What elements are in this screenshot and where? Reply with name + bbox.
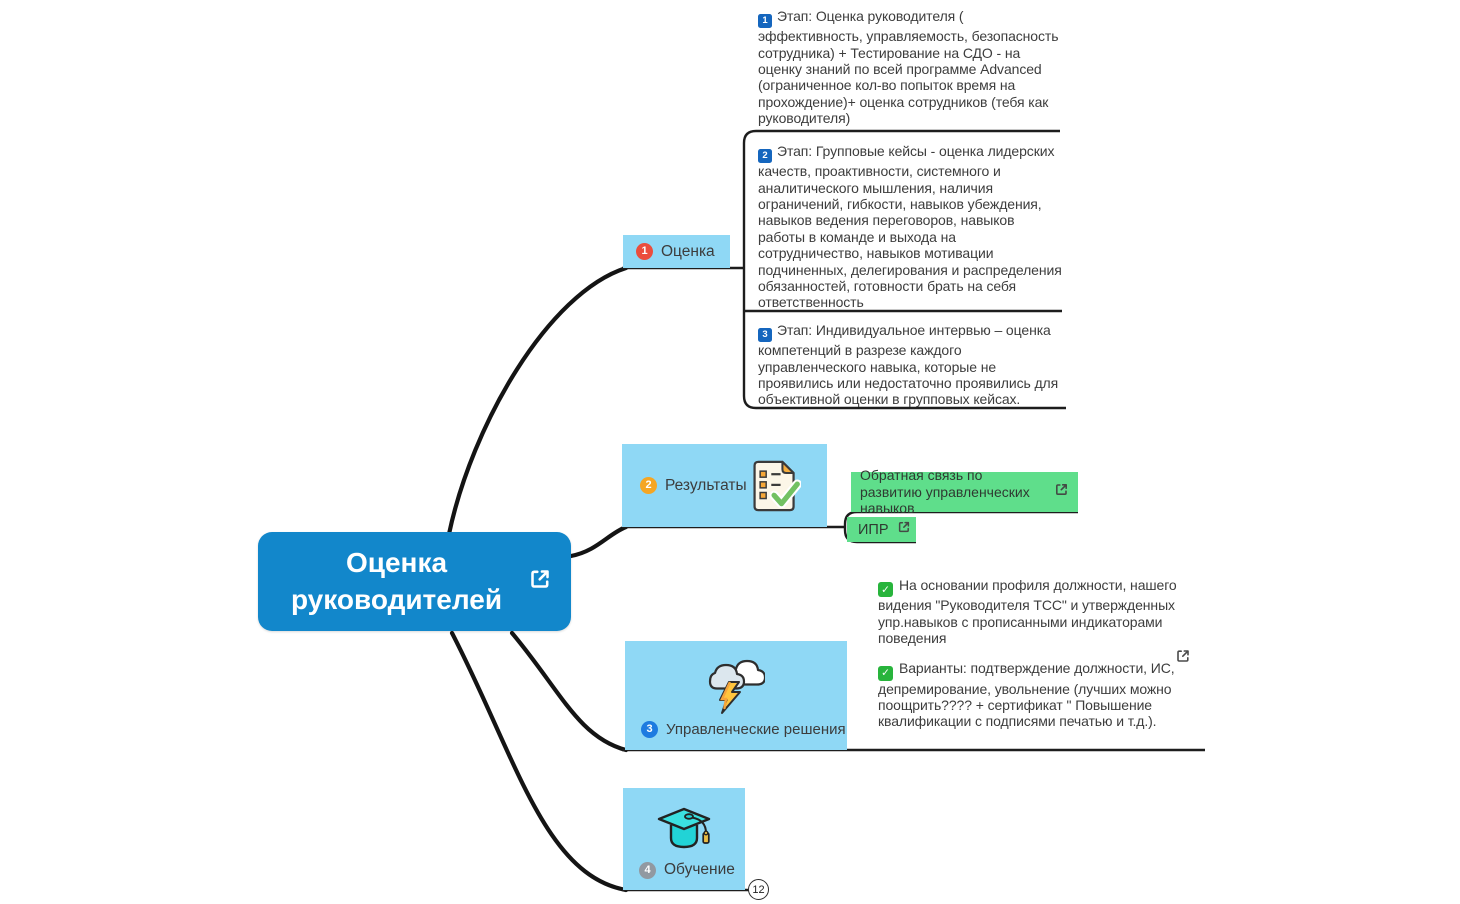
- note-resheniya-paragraph-1: [878, 577, 1186, 646]
- central-topic-title: Оценка руководителей: [290, 547, 503, 615]
- note-etap-3-text: Этап: Индивидуальное интервью – оценка компетенций в разрезе каждого управленческого навыка, которые не проявились или недостаточно проявились для объективной оценки в групповых кейсах.: [758, 322, 1059, 408]
- step-3-marker-icon: 3: [758, 328, 772, 342]
- branch-ocenka[interactable]: [623, 235, 730, 268]
- note-etap-2[interactable]: [744, 143, 1062, 311]
- priority-4-icon: 4: [639, 862, 656, 879]
- note-resheniya-paragraph-2: [878, 660, 1186, 729]
- priority-3-icon: 3: [641, 721, 658, 738]
- branch-ocenka-label: Оценка: [661, 242, 715, 260]
- subtopic-ipr[interactable]: [847, 517, 916, 542]
- storm-cloud-icon: [699, 649, 765, 720]
- check-icon: ✓: [878, 666, 893, 681]
- branch-resheniya-row: [641, 721, 846, 738]
- step-1-marker-icon: 1: [758, 14, 772, 28]
- note-etap-1[interactable]: [744, 8, 1062, 127]
- external-link-icon[interactable]: [528, 567, 552, 596]
- branch-resheniya[interactable]: [625, 641, 847, 750]
- graduation-cap-icon: [651, 800, 717, 865]
- note-resheniya[interactable]: [864, 577, 1186, 730]
- collapsed-children-badge[interactable]: 12: [748, 879, 769, 900]
- external-link-icon[interactable]: [1054, 482, 1069, 502]
- note-etap-3[interactable]: [744, 322, 1070, 408]
- check-icon: ✓: [878, 582, 893, 597]
- note-etap-2-text: Этап: Групповые кейсы - оценка лидерских качеств, проактивности, системного и аналитического мышления, наличия ограничений, гибкости, навыков убеждения, навыков ведения переговоров, навыков работы в команде и выхода на сотрудничество, навыков мотивации подчиненных, делегирования и распределения обязанностей, готовности брать на себя ответственность: [758, 143, 1062, 311]
- note-resheniya-text-1: На основании профиля должности, нашего видения "Руководителя ТСС" и утвержденных упр.навыков с прописанными индикаторами поведения: [878, 577, 1177, 647]
- external-link-icon[interactable]: [1175, 648, 1191, 669]
- branch-rezultaty[interactable]: [622, 444, 827, 527]
- external-link-icon[interactable]: [897, 520, 911, 539]
- step-2-marker-icon: 2: [758, 149, 772, 163]
- subtopic-feedback[interactable]: [851, 466, 1078, 517]
- branch-rezultaty-label: Результаты: [665, 476, 747, 494]
- branch-resheniya-label: Управленческие решения: [666, 721, 846, 738]
- checklist-document-icon: [749, 457, 801, 520]
- branch-obuchenie-label: Обучение: [664, 861, 735, 878]
- note-resheniya-text-2: Варианты: подтверждение должности, ИС, депремирование, увольнение (лучших можно поощрить???? + сертификат " Повышение квалификации с подписями печатью и т.д.).: [878, 660, 1175, 730]
- branch-obuchenie[interactable]: [623, 788, 745, 890]
- central-topic[interactable]: [258, 532, 571, 631]
- branch-obuchenie-row: [639, 861, 735, 879]
- priority-2-icon: 2: [640, 477, 657, 494]
- priority-1-icon: 1: [636, 243, 653, 260]
- subtopic-feedback-text: Обратная связь по развитию управленческих навыков: [860, 466, 1030, 517]
- note-etap-1-text: Этап: Оценка руководителя ( эффективность, управляемость, безопасность сотрудника) + Тестирование на СДО - на оценку знаний по всей программе Advanced (ограниченное кол-во попыток время на прохождение)+ оценка сотрудников (тебя как руководителя): [758, 8, 1059, 127]
- subtopic-ipr-text: ИПР: [858, 521, 889, 538]
